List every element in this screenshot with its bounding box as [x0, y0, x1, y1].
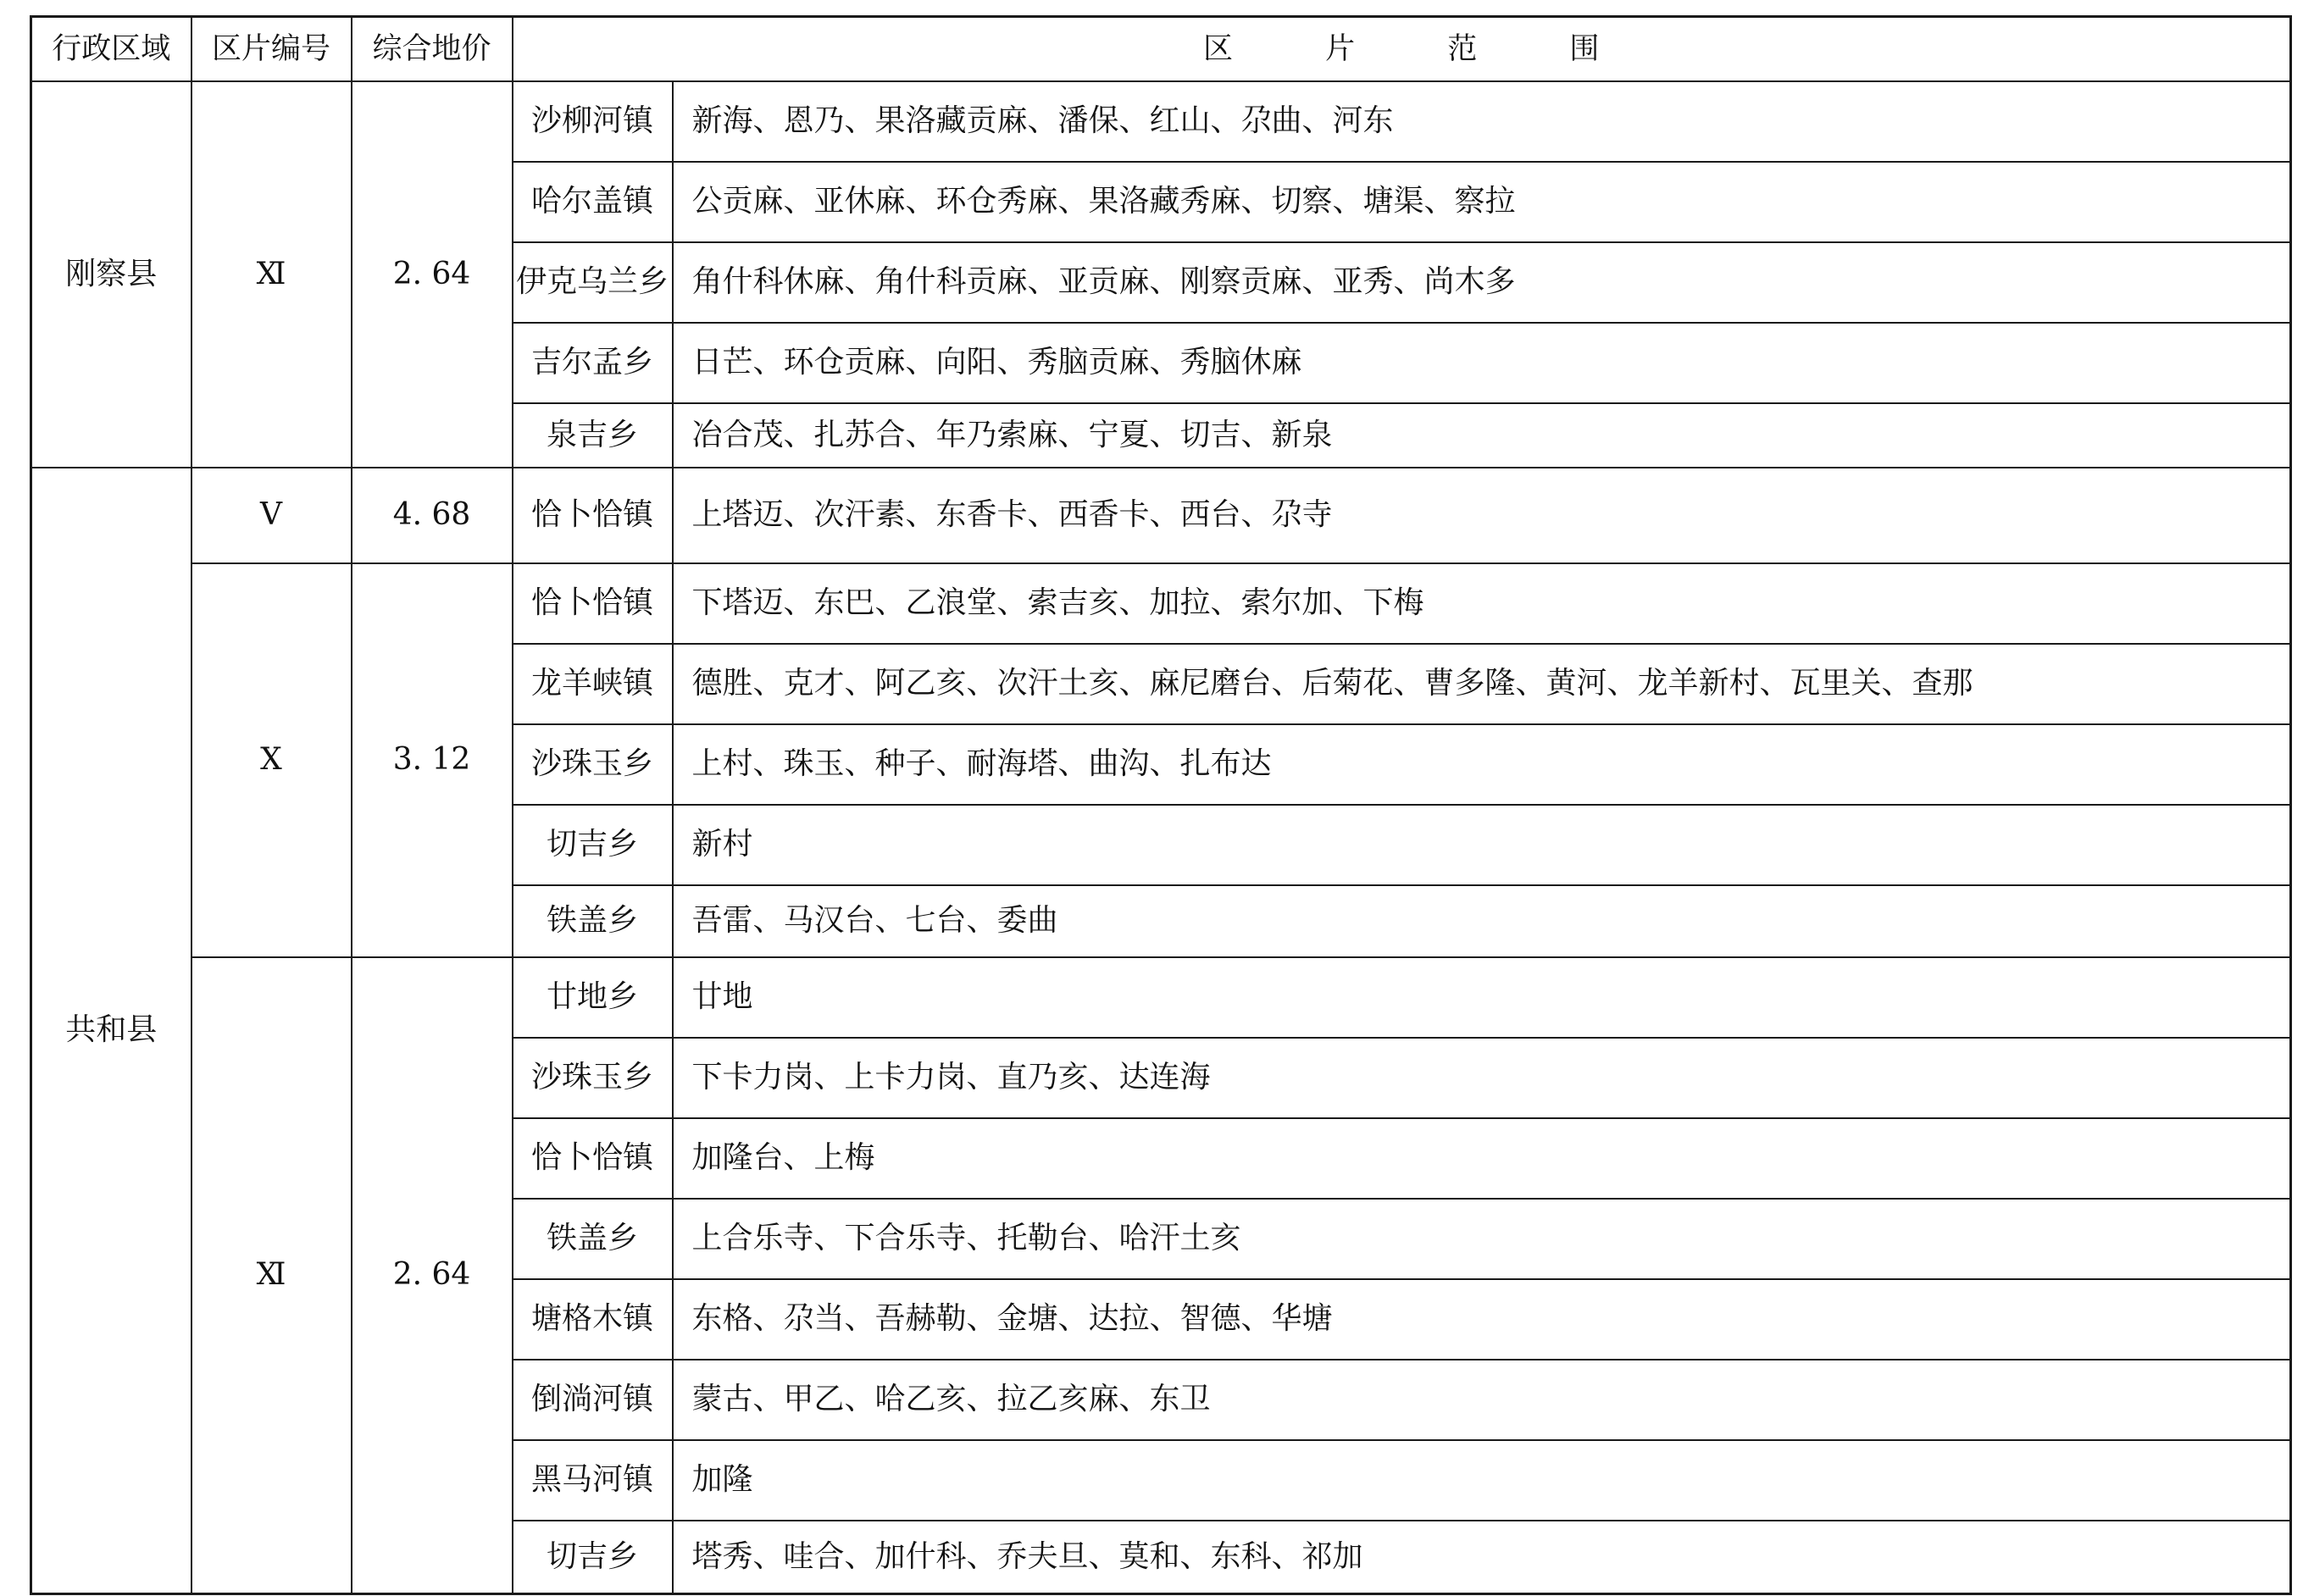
header-price: 综合地价 — [352, 17, 513, 81]
town-cell: 哈尔盖镇 — [513, 162, 673, 242]
villages-cell: 日芒、环仓贡麻、向阳、秀脑贡麻、秀脑休麻 — [673, 323, 2291, 403]
town-cell: 塘格木镇 — [513, 1279, 673, 1360]
town-cell: 伊克乌兰乡 — [513, 242, 673, 323]
villages-cell: 上塔迈、次汗素、东香卡、西香卡、西台、尕寺 — [673, 468, 2291, 563]
town-cell: 切吉乡 — [513, 805, 673, 885]
town-cell: 恰卜恰镇 — [513, 468, 673, 563]
town-cell: 黑马河镇 — [513, 1440, 673, 1521]
villages-cell: 角什科休麻、角什科贡麻、亚贡麻、刚察贡麻、亚秀、尚木多 — [673, 242, 2291, 323]
region-cell: 刚察县 — [31, 81, 191, 468]
land-price-table — [30, 15, 2292, 1595]
villages-cell: 上合乐寺、下合乐寺、托勒台、哈汗土亥 — [673, 1199, 2291, 1279]
town-cell: 龙羊峡镇 — [513, 644, 673, 724]
town-cell: 廿地乡 — [513, 957, 673, 1038]
price-cell: 3. 12 — [352, 563, 513, 957]
villages-cell: 新海、恩乃、果洛藏贡麻、潘保、红山、尕曲、河东 — [673, 81, 2291, 162]
zone-id-cell: Ⅺ — [191, 81, 352, 468]
villages-cell: 冶合茂、扎苏合、年乃索麻、宁夏、切吉、新泉 — [673, 403, 2291, 468]
header-row — [31, 17, 2291, 81]
villages-cell: 德胜、克才、阿乙亥、次汗土亥、麻尼磨台、后菊花、曹多隆、黄河、龙羊新村、瓦里关、查那 — [673, 644, 2291, 724]
price-cell: 2. 64 — [352, 957, 513, 1594]
villages-cell: 廿地 — [673, 957, 2291, 1038]
villages-cell: 下卡力岗、上卡力岗、直乃亥、达连海 — [673, 1038, 2291, 1118]
price-cell: 4. 68 — [352, 468, 513, 563]
price-cell: 2. 64 — [352, 81, 513, 468]
town-cell: 倒淌河镇 — [513, 1360, 673, 1440]
town-cell: 沙珠玉乡 — [513, 1038, 673, 1118]
villages-cell: 吾雷、马汉台、七台、委曲 — [673, 885, 2291, 957]
land-price-table-container — [30, 15, 2292, 1582]
villages-cell: 新村 — [673, 805, 2291, 885]
zone-id-cell: Ⅹ — [191, 563, 352, 957]
town-cell: 沙珠玉乡 — [513, 724, 673, 805]
villages-cell: 下塔迈、东巴、乙浪堂、索吉亥、加拉、索尔加、下梅 — [673, 563, 2291, 644]
town-cell: 铁盖乡 — [513, 1199, 673, 1279]
town-cell: 切吉乡 — [513, 1521, 673, 1594]
town-cell: 恰卜恰镇 — [513, 1118, 673, 1199]
header-range: 区 片 范 围 — [513, 17, 2291, 81]
villages-cell: 加隆台、上梅 — [673, 1118, 2291, 1199]
town-cell: 泉吉乡 — [513, 403, 673, 468]
villages-cell: 塔秀、哇合、加什科、乔夫旦、莫和、东科、祁加 — [673, 1521, 2291, 1594]
table-row — [31, 81, 2291, 162]
villages-cell: 加隆 — [673, 1440, 2291, 1521]
town-cell: 沙柳河镇 — [513, 81, 673, 162]
villages-cell: 公贡麻、亚休麻、环仓秀麻、果洛藏秀麻、切察、塘渠、察拉 — [673, 162, 2291, 242]
villages-cell: 上村、珠玉、种子、耐海塔、曲沟、扎布达 — [673, 724, 2291, 805]
header-zone-id: 区片编号 — [191, 17, 352, 81]
villages-cell: 东格、尕当、吾赫勒、金塘、达拉、智德、华塘 — [673, 1279, 2291, 1360]
town-cell: 恰卜恰镇 — [513, 563, 673, 644]
zone-id-cell: Ⅴ — [191, 468, 352, 563]
table-row — [31, 563, 2291, 644]
villages-cell: 蒙古、甲乙、哈乙亥、拉乙亥麻、东卫 — [673, 1360, 2291, 1440]
region-cell: 共和县 — [31, 468, 191, 1594]
zone-id-cell: Ⅺ — [191, 957, 352, 1594]
header-region: 行政区域 — [31, 17, 191, 81]
table-row — [31, 468, 2291, 563]
town-cell: 铁盖乡 — [513, 885, 673, 957]
table-row — [31, 957, 2291, 1038]
town-cell: 吉尔孟乡 — [513, 323, 673, 403]
